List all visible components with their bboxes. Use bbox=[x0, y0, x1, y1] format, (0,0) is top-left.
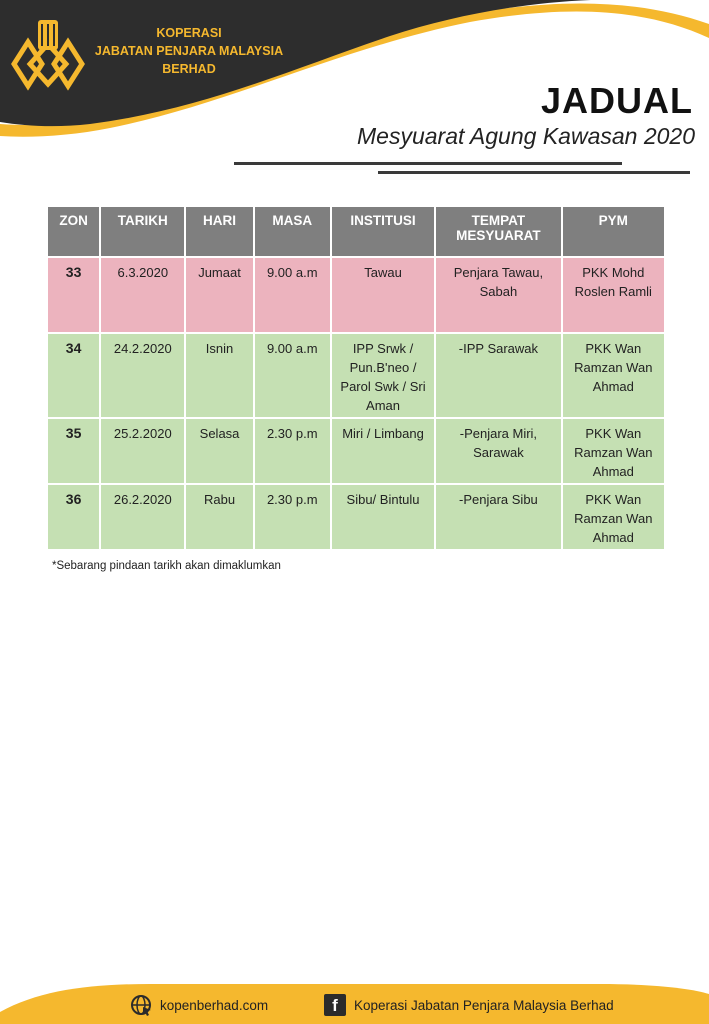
schedule-table bbox=[46, 205, 666, 551]
col-header-hari: HARI bbox=[186, 207, 252, 256]
cell-zon: 33 bbox=[48, 258, 99, 332]
table-row bbox=[48, 258, 664, 332]
cell-tempat: Penjara Tawau, Sabah bbox=[436, 258, 560, 332]
col-header-tarikh: TARIKH bbox=[101, 207, 184, 256]
cell-hari: Rabu bbox=[186, 485, 252, 549]
col-header-institusi: INSTITUSI bbox=[332, 207, 434, 256]
cell-institusi: Tawau bbox=[332, 258, 434, 332]
cell-zon: 35 bbox=[48, 419, 99, 483]
col-header-tempat: TEMPAT MESYUARAT bbox=[436, 207, 560, 256]
facebook-icon: f bbox=[324, 994, 346, 1016]
divider-line bbox=[234, 162, 622, 165]
cell-pym: PKK Wan Ramzan Wan Ahmad bbox=[563, 334, 664, 417]
col-header-masa: MASA bbox=[255, 207, 330, 256]
col-header-zon: ZON bbox=[48, 207, 99, 256]
cell-pym: PKK Mohd Roslen Ramli bbox=[563, 258, 664, 332]
koperasi-logo bbox=[6, 14, 92, 98]
table-row bbox=[48, 334, 664, 417]
cell-hari: Selasa bbox=[186, 419, 252, 483]
cell-institusi: Sibu/ Bintulu bbox=[332, 485, 434, 549]
website-text: kopenberhad.com bbox=[160, 997, 269, 1013]
cell-masa: 9.00 a.m bbox=[255, 334, 330, 417]
table-header-row bbox=[48, 207, 664, 256]
org-name-line2: JABATAN PENJARA MALAYSIA bbox=[94, 44, 284, 58]
facebook-link[interactable] bbox=[324, 994, 614, 1016]
cell-tarikh: 25.2.2020 bbox=[101, 419, 184, 483]
footnote: *Sebarang pindaan tarikh akan dimaklumkan bbox=[52, 560, 281, 572]
org-name bbox=[84, 24, 294, 78]
cell-institusi: Miri / Limbang bbox=[332, 419, 434, 483]
cell-tempat: -IPP Sarawak bbox=[436, 334, 560, 417]
facebook-text: Koperasi Jabatan Penjara Malaysia Berhad bbox=[354, 997, 614, 1013]
org-name-line1: KOPERASI bbox=[156, 26, 222, 40]
table-row bbox=[48, 485, 664, 549]
table-row bbox=[48, 419, 664, 483]
divider-line bbox=[378, 171, 690, 174]
page-title: JADUAL bbox=[540, 80, 693, 121]
col-header-pym: PYM bbox=[563, 207, 664, 256]
cell-tempat: -Penjara Sibu bbox=[436, 485, 560, 549]
globe-icon bbox=[130, 994, 152, 1016]
cell-tempat: -Penjara Miri, Sarawak bbox=[436, 419, 560, 483]
cell-masa: 2.30 p.m bbox=[255, 485, 330, 549]
cell-tarikh: 26.2.2020 bbox=[101, 485, 184, 549]
cell-masa: 2.30 p.m bbox=[255, 419, 330, 483]
cell-tarikh: 24.2.2020 bbox=[101, 334, 184, 417]
cell-hari: Jumaat bbox=[186, 258, 252, 332]
cell-zon: 34 bbox=[48, 334, 99, 417]
cell-institusi: IPP Srwk / Pun.B'neo / Parol Swk / Sri Aman bbox=[332, 334, 434, 417]
org-name-line3: BERHAD bbox=[162, 62, 216, 76]
cell-hari: Isnin bbox=[186, 334, 252, 417]
cell-tarikh: 6.3.2020 bbox=[101, 258, 184, 332]
page-subtitle: Mesyuarat Agung Kawasan 2020 bbox=[357, 123, 695, 149]
cell-pym: PKK Wan Ramzan Wan Ahmad bbox=[563, 419, 664, 483]
cell-masa: 9.00 a.m bbox=[255, 258, 330, 332]
cell-pym: PKK Wan Ramzan Wan Ahmad bbox=[563, 485, 664, 549]
website-link[interactable] bbox=[130, 994, 268, 1016]
cell-zon: 36 bbox=[48, 485, 99, 549]
